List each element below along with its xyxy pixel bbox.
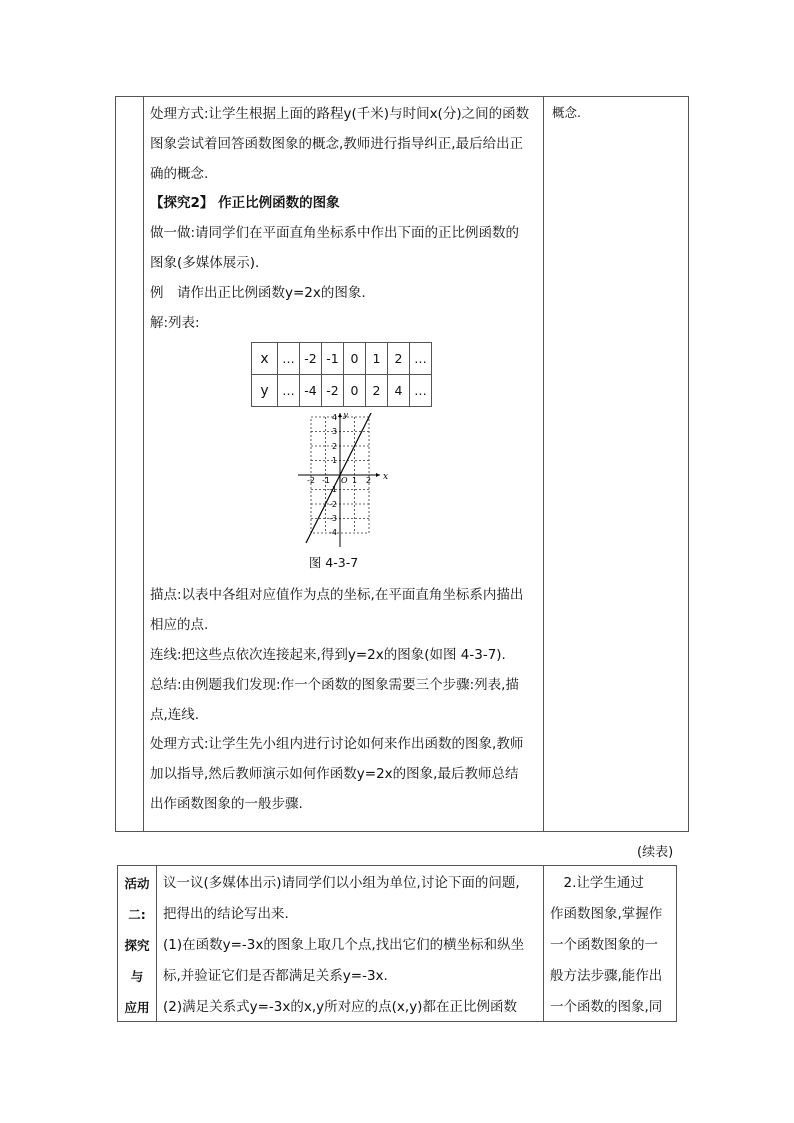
text-line: 解:列表: — [150, 314, 200, 331]
text-line: 处理方式:让学生先小组内进行讨论如何来作出函数的图象,教师 — [150, 736, 524, 753]
text-line: 描点:以表中各组对应值作为点的坐标,在平面直角坐标系内描出 — [150, 587, 524, 604]
value-table-header-y: y — [252, 375, 278, 407]
activity-goal-cell — [544, 866, 676, 1021]
x-tick-label: 1 — [352, 476, 358, 486]
y-tick-label: 2 — [332, 442, 338, 452]
origin-label: O — [341, 476, 348, 486]
y-tick-label: -1 — [329, 485, 337, 495]
value-table-cell: -4 — [300, 375, 322, 407]
y-tick-label: -4 — [329, 528, 337, 538]
value-table-cell: -2 — [322, 375, 344, 407]
activity-label: 二: — [128, 907, 146, 922]
text-line: 总结:由例题我们发现:作一个函数的图象需要三个步骤:列表,描 — [150, 676, 519, 693]
text-line: 一个函数图象的一 — [550, 937, 658, 953]
lower-table — [117, 865, 677, 1022]
x-tick-label: -1 — [322, 476, 330, 486]
text-line: (1)在函数y=-3x的图象上取几个点,找出它们的横坐标和纵坐 — [163, 937, 525, 953]
text-line: 作函数图象,掌握作 — [550, 906, 663, 922]
y-axis-label: y — [343, 413, 349, 421]
y-tick-label: 1 — [332, 456, 338, 466]
text-line: (2)满足关系式y=-3x的x,y所对应的点(x,y)都在正比例函数 — [163, 999, 517, 1015]
text-line: 2.让学生通过 — [550, 875, 644, 891]
value-table-cell: 1 — [366, 343, 388, 375]
upper-table — [115, 96, 689, 832]
activity-label: 活动 — [124, 876, 150, 891]
y-tick-label: -2 — [329, 500, 337, 510]
graph-svg — [298, 413, 398, 547]
upper-left-empty-cell — [116, 97, 144, 831]
activity-label-cell — [118, 866, 157, 1021]
text-line: 相应的点. — [150, 617, 209, 634]
y-tick-label: -3 — [329, 514, 337, 524]
text-line: 做一做:请同学们在平面直角坐标系中作出下面的正比例函数的 — [150, 225, 520, 242]
note-text: 概念. — [552, 105, 581, 120]
continued-label: (续表) — [637, 845, 674, 860]
text-line: 图象尝试着回答函数图象的概念,教师进行指导纠正,最后给出正 — [150, 135, 524, 152]
value-table — [251, 342, 432, 407]
x-tick-label: 2 — [366, 476, 372, 486]
value-table-row-x — [252, 343, 432, 375]
upper-main-cell — [144, 97, 544, 831]
value-table-header-x: x — [252, 343, 278, 375]
activity-label: 应用 — [124, 1000, 150, 1015]
text-line: 一个函数的图象,同 — [550, 999, 663, 1015]
text-line: 处理方式:让学生根据上面的路程y(千米)与时间x(分)之间的函数 — [150, 106, 530, 122]
x-tick-label: -2 — [307, 476, 315, 486]
text-line: 出作函数图象的一般步骤. — [150, 795, 303, 812]
text-line: 般方法步骤,能作出 — [550, 968, 663, 984]
activity-label: 与 — [130, 969, 144, 984]
y-axis-arrow — [338, 413, 342, 417]
value-table-cell: 0 — [344, 375, 366, 407]
example-line: 例 请作出正比例函数y=2x的图象. — [150, 284, 366, 301]
value-table-cell: … — [410, 375, 432, 407]
y-tick-label: 3 — [332, 427, 338, 437]
activity-content-cell — [157, 866, 544, 1021]
value-table-cell: 2 — [366, 375, 388, 407]
text-line: 把得出的结论写出来. — [163, 906, 289, 922]
value-table-cell: -2 — [300, 343, 322, 375]
activity-label: 探究 — [124, 938, 150, 953]
text-line: 点,连线. — [150, 706, 200, 723]
text-line: 议一议(多媒体出示)请同学们以小组为单位,讨论下面的问题, — [163, 875, 520, 891]
upper-note-cell — [544, 97, 688, 831]
value-table-row-y — [252, 375, 432, 407]
value-table-cell: -1 — [322, 343, 344, 375]
y-tick-label: 4 — [332, 413, 338, 423]
figure-caption: 图 4-3-7 — [308, 555, 359, 571]
function-graph — [298, 413, 398, 547]
text-line: 连线:把这些点依次连接起来,得到y=2x的图象(如图 4-3-7). — [150, 646, 506, 663]
x-axis-label: x — [383, 472, 389, 483]
value-table-cell: 0 — [344, 343, 366, 375]
text-line: 标,并验证它们是否都满足关系y=-3x. — [163, 968, 388, 984]
x-axis-arrow — [376, 473, 380, 477]
value-table-cell: … — [278, 343, 300, 375]
text-line: 加以指导,然后教师演示如何作函数y=2x的图象,最后教师总结 — [150, 766, 519, 783]
value-table-cell: … — [410, 343, 432, 375]
value-table-cell: 2 — [388, 343, 410, 375]
value-table-cell: 4 — [388, 375, 410, 407]
text-line: 确的概念. — [150, 165, 209, 182]
section-heading: 【探究2】 作正比例函数的图象 — [150, 195, 340, 212]
value-table-cell: … — [278, 375, 300, 407]
text-line: 图象(多媒体展示). — [150, 254, 260, 271]
